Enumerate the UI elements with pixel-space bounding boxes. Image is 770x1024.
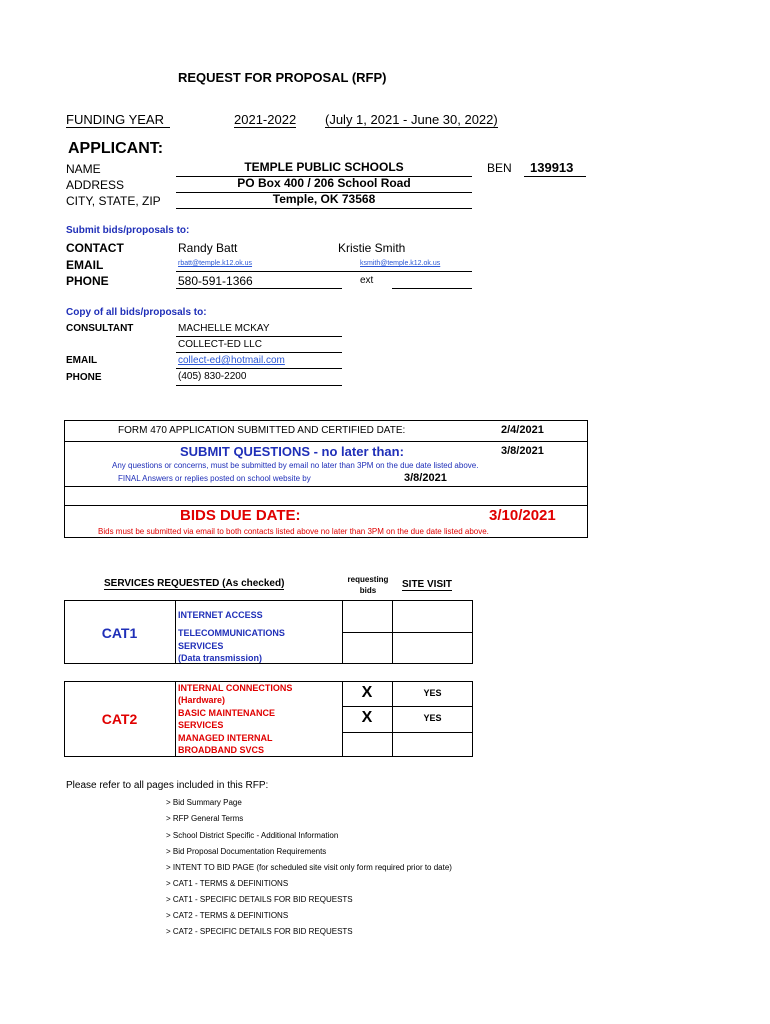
cat1-item: (Data transmission)	[178, 653, 263, 663]
cat1-item: INTERNET ACCESS	[178, 610, 263, 620]
refer-heading: Please refer to all pages included in this RFP:	[66, 780, 269, 791]
contact-primary: Randy Batt	[178, 241, 238, 255]
contact-secondary: Kristie Smith	[338, 241, 406, 255]
submit-questions-date: 3/8/2021	[501, 445, 544, 457]
services-header: SERVICES REQUESTED (As checked)	[104, 578, 285, 589]
consultant-name: MACHELLE MCKAY	[178, 323, 270, 334]
consultant-label: CONSULTANT	[66, 323, 134, 334]
consultant-email-link[interactable]: collect-ed@hotmail.com	[178, 355, 285, 366]
cat1-label: CAT1	[101, 625, 138, 641]
form470-label: FORM 470 APPLICATION SUBMITTED AND CERTIFIED DATE:	[118, 425, 406, 436]
cat2-item: BASIC MAINTENANCE	[178, 708, 276, 718]
cat2-row1-site-visit: YES	[423, 688, 442, 698]
funding-year-range: (July 1, 2021 - June 30, 2022)	[325, 112, 498, 127]
consultant-phone: (405) 830-2200	[178, 371, 247, 382]
bids-due-label: BIDS DUE DATE:	[180, 507, 301, 524]
applicant-heading: APPLICANT:	[68, 140, 164, 157]
cat2-row1-request-check[interactable]: X	[361, 684, 373, 701]
requesting-bids-header-line1: requesting	[347, 575, 389, 584]
applicant-name: TEMPLE PUBLIC SCHOOLS	[244, 160, 404, 174]
answers-note: FINAL Answers or replies posted on school website by	[118, 474, 311, 483]
refer-item: > INTENT TO BID PAGE (for scheduled site visit only form required prior to date)	[166, 863, 452, 872]
copy-to-heading: Copy of all bids/proposals to:	[66, 307, 207, 318]
site-visit-header: SITE VISIT	[402, 579, 453, 590]
consultant-company: COLLECT-ED LLC	[178, 339, 262, 350]
cat2-item: SERVICES	[178, 720, 224, 730]
ben-value: 139913	[530, 160, 574, 175]
cat1-item: SERVICES	[178, 641, 224, 651]
ext-label: ext	[360, 275, 374, 286]
phone-label: PHONE	[66, 274, 109, 288]
address-label: ADDRESS	[66, 178, 125, 192]
refer-item: > RFP General Terms	[166, 814, 244, 823]
email-label: EMAIL	[66, 258, 104, 272]
refer-item: > CAT1 - SPECIFIC DETAILS FOR BID REQUESTS	[166, 895, 353, 904]
refer-item: > CAT1 - TERMS & DEFINITIONS	[166, 879, 289, 888]
refer-item: > CAT2 - TERMS & DEFINITIONS	[166, 911, 289, 920]
applicant-city: Temple, OK 73568	[272, 192, 376, 206]
email-primary-link[interactable]: rbatt@temple.k12.ok.us	[178, 260, 253, 267]
copy-phone-label: PHONE	[66, 372, 102, 383]
refer-item: > School District Specific - Additional Information	[166, 831, 339, 840]
cat2-item: MANAGED INTERNAL	[178, 733, 273, 743]
page-title: REQUEST FOR PROPOSAL (RFP)	[178, 70, 387, 85]
submit-to-heading: Submit bids/proposals to:	[66, 225, 190, 236]
cat2-row2-site-visit: YES	[423, 713, 442, 723]
bids-due-date: 3/10/2021	[489, 507, 556, 524]
contact-label: CONTACT	[66, 241, 124, 255]
requesting-bids-header-line2: bids	[359, 586, 377, 595]
cat2-row2-request-check[interactable]: X	[361, 709, 373, 726]
cat1-item: TELECOMMUNICATIONS	[178, 628, 285, 638]
cat2-label: CAT2	[101, 711, 138, 727]
form470-date: 2/4/2021	[501, 424, 544, 436]
refer-item: > Bid Summary Page	[166, 798, 242, 807]
name-label: NAME	[66, 162, 101, 176]
funding-year-value: 2021-2022	[234, 112, 297, 127]
email-secondary-link[interactable]: ksmith@temple.k12.ok.us	[360, 260, 441, 267]
city-label: CITY, STATE, ZIP	[66, 194, 161, 208]
copy-email-label: EMAIL	[66, 355, 98, 366]
ben-label: BEN	[487, 161, 512, 175]
submit-questions-label: SUBMIT QUESTIONS - no later than:	[180, 444, 404, 459]
cat2-item: INTERNAL CONNECTIONS	[178, 683, 293, 693]
cat2-item: (Hardware)	[178, 695, 226, 705]
cat2-item: BROADBAND SVCS	[178, 745, 265, 755]
bids-due-note: Bids must be submitted via email to both contacts listed above no later than 3PM on the due date listed above.	[98, 527, 489, 536]
applicant-address: PO Box 400 / 206 School Road	[237, 176, 411, 190]
answers-date: 3/8/2021	[404, 472, 447, 484]
refer-item: > CAT2 - SPECIFIC DETAILS FOR BID REQUESTS	[166, 927, 353, 936]
refer-item: > Bid Proposal Documentation Requirements	[166, 847, 327, 856]
funding-year-label: FUNDING YEAR	[66, 112, 170, 128]
questions-note: Any questions or concerns, must be submitted by email no later than 3PM on the due date listed above.	[112, 461, 479, 470]
phone-primary: 580-591-1366	[178, 274, 253, 288]
